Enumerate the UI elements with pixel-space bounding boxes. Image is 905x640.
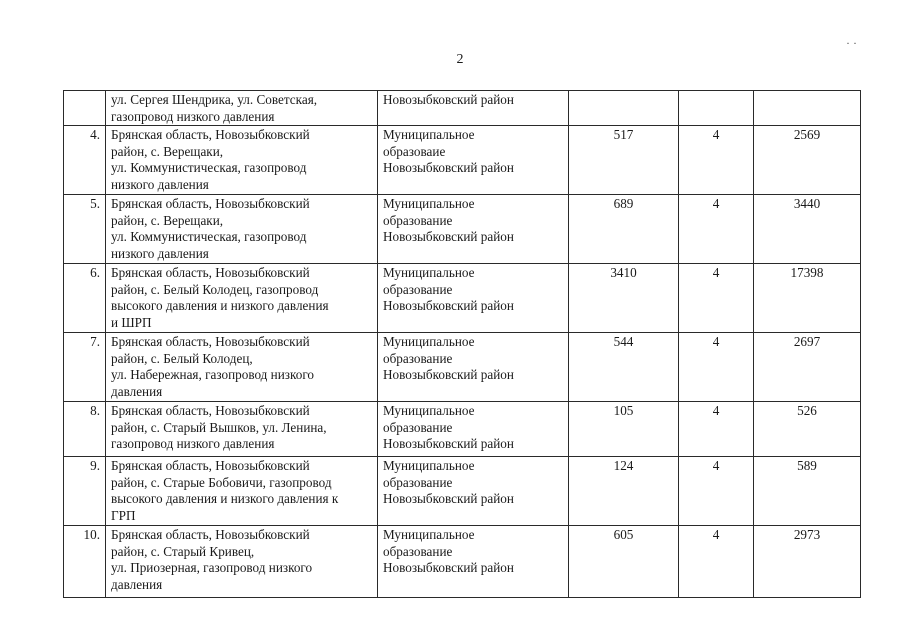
owner-cell xyxy=(378,91,569,126)
page-number: 2 xyxy=(456,52,464,67)
owner-cell xyxy=(378,126,569,195)
cost-cell xyxy=(754,457,861,526)
row-number-cell-text: 6. xyxy=(90,265,100,280)
length-cell-text: 605 xyxy=(613,527,634,542)
length-cell xyxy=(569,264,679,333)
group-cell xyxy=(679,195,754,264)
table-row xyxy=(64,402,861,457)
address-cell-text: ул. Сергея Шендрика, ул. Советская, газопровод низкого давления xyxy=(111,92,318,124)
group-cell xyxy=(679,526,754,598)
table-row xyxy=(64,195,861,264)
row-number-cell xyxy=(64,91,106,126)
owner-cell xyxy=(378,526,569,598)
cost-cell xyxy=(754,333,861,402)
group-cell xyxy=(679,126,754,195)
address-cell xyxy=(106,526,378,598)
owner-cell xyxy=(378,457,569,526)
length-cell xyxy=(569,526,679,598)
address-cell-text: Брянская область, Новозыбковский район, с. Белый Колодец, ул. Набережная, газопровод низкого давления xyxy=(111,334,315,399)
address-cell-text: Брянская область, Новозыбковский район, с. Старый Вышков, ул. Ленина, газопровод низкого давления xyxy=(111,403,327,451)
table-row xyxy=(64,333,861,402)
address-cell xyxy=(106,91,378,126)
table-row xyxy=(64,264,861,333)
owner-cell-text: Муниципальное образование Новозыбковский район xyxy=(383,265,514,313)
address-cell-text: Брянская область, Новозыбковский район, с. Старые Бобовичи, газопровод высокого давления и низкого давления к ГРП xyxy=(111,458,339,523)
cost-cell xyxy=(754,91,861,126)
row-number-cell-text: 5. xyxy=(90,196,100,211)
cost-cell-text: 2973 xyxy=(793,527,821,542)
group-cell-text: 4 xyxy=(712,127,720,142)
owner-cell-text: Муниципальное образование Новозыбковский район xyxy=(383,334,514,382)
table-row xyxy=(64,526,861,598)
row-number-cell xyxy=(64,402,106,457)
owner-cell xyxy=(378,195,569,264)
address-cell xyxy=(106,402,378,457)
address-cell xyxy=(106,195,378,264)
length-cell xyxy=(569,333,679,402)
row-number-cell-text: 7. xyxy=(90,334,100,349)
cost-cell-text: 17398 xyxy=(790,265,824,280)
owner-cell xyxy=(378,264,569,333)
row-number-cell-text: 10. xyxy=(83,527,100,542)
owner-cell-text: Муниципальное образование Новозыбковский район xyxy=(383,196,514,244)
address-cell-text: Брянская область, Новозыбковский район, с. Верещаки, ул. Коммунистическая, газопровод низкого давления xyxy=(111,196,310,261)
owner-cell xyxy=(378,333,569,402)
address-cell xyxy=(106,264,378,333)
scan-artifact-marks: · · xyxy=(846,36,857,50)
group-cell xyxy=(679,333,754,402)
row-number-cell-text: 4. xyxy=(90,127,100,142)
length-cell-text: 105 xyxy=(613,403,634,418)
row-number-cell xyxy=(64,126,106,195)
cost-cell xyxy=(754,126,861,195)
group-cell-text: 4 xyxy=(712,403,720,418)
group-cell xyxy=(679,91,754,126)
owner-cell-text: Муниципальное образование Новозыбковский район xyxy=(383,527,514,575)
cost-cell-text: 2569 xyxy=(793,127,821,142)
group-cell-text: 4 xyxy=(712,458,720,473)
row-number-cell xyxy=(64,457,106,526)
row-number-cell-text: 9. xyxy=(90,458,100,473)
table-row xyxy=(64,91,861,126)
owner-cell-text: Муниципальное образование Новозыбковский район xyxy=(383,458,514,506)
cost-cell xyxy=(754,264,861,333)
address-cell-text: Брянская область, Новозыбковский район, с. Белый Колодец, газопровод высокого давления и низкого давления и ШРП xyxy=(111,265,329,330)
cost-cell-text: 3440 xyxy=(793,196,821,211)
row-number-cell xyxy=(64,333,106,402)
length-cell xyxy=(569,126,679,195)
owner-cell-text: Муниципальное образоваие Новозыбковский район xyxy=(383,127,514,175)
owner-cell-text: Новозыбковский район xyxy=(383,92,514,107)
address-cell-text: Брянская область, Новозыбковский район, с. Старый Кривец, ул. Приозерная, газопровод низкого давления xyxy=(111,527,313,592)
length-cell xyxy=(569,457,679,526)
length-cell xyxy=(569,195,679,264)
address-cell xyxy=(106,457,378,526)
row-number-cell xyxy=(64,195,106,264)
cost-cell-text: 2697 xyxy=(793,334,821,349)
length-cell-text: 689 xyxy=(613,196,634,211)
cost-cell xyxy=(754,526,861,598)
length-cell xyxy=(569,91,679,126)
address-cell xyxy=(106,126,378,195)
address-cell xyxy=(106,333,378,402)
table-row xyxy=(64,126,861,195)
address-cell-text: Брянская область, Новозыбковский район, с. Верещаки, ул. Коммунистическая, газопровод низкого давления xyxy=(111,127,310,192)
length-cell-text: 3410 xyxy=(610,265,637,280)
group-cell-text: 4 xyxy=(712,527,720,542)
row-number-cell xyxy=(64,264,106,333)
gas-pipeline-registry-table xyxy=(63,90,861,598)
group-cell xyxy=(679,457,754,526)
row-number-cell-text: 8. xyxy=(90,403,100,418)
owner-cell xyxy=(378,402,569,457)
group-cell xyxy=(679,402,754,457)
group-cell-text: 4 xyxy=(712,334,720,349)
length-cell xyxy=(569,402,679,457)
length-cell-text: 124 xyxy=(613,458,634,473)
length-cell-text: 517 xyxy=(613,127,634,142)
cost-cell xyxy=(754,195,861,264)
table-row xyxy=(64,457,861,526)
owner-cell-text: Муниципальное образование Новозыбковский район xyxy=(383,403,514,451)
cost-cell xyxy=(754,402,861,457)
group-cell-text: 4 xyxy=(712,196,720,211)
group-cell-text: 4 xyxy=(712,265,720,280)
cost-cell-text: 526 xyxy=(797,403,817,418)
group-cell xyxy=(679,264,754,333)
cost-cell-text: 589 xyxy=(797,458,817,473)
row-number-cell xyxy=(64,526,106,598)
length-cell-text: 544 xyxy=(613,334,634,349)
registry-body xyxy=(64,91,861,598)
